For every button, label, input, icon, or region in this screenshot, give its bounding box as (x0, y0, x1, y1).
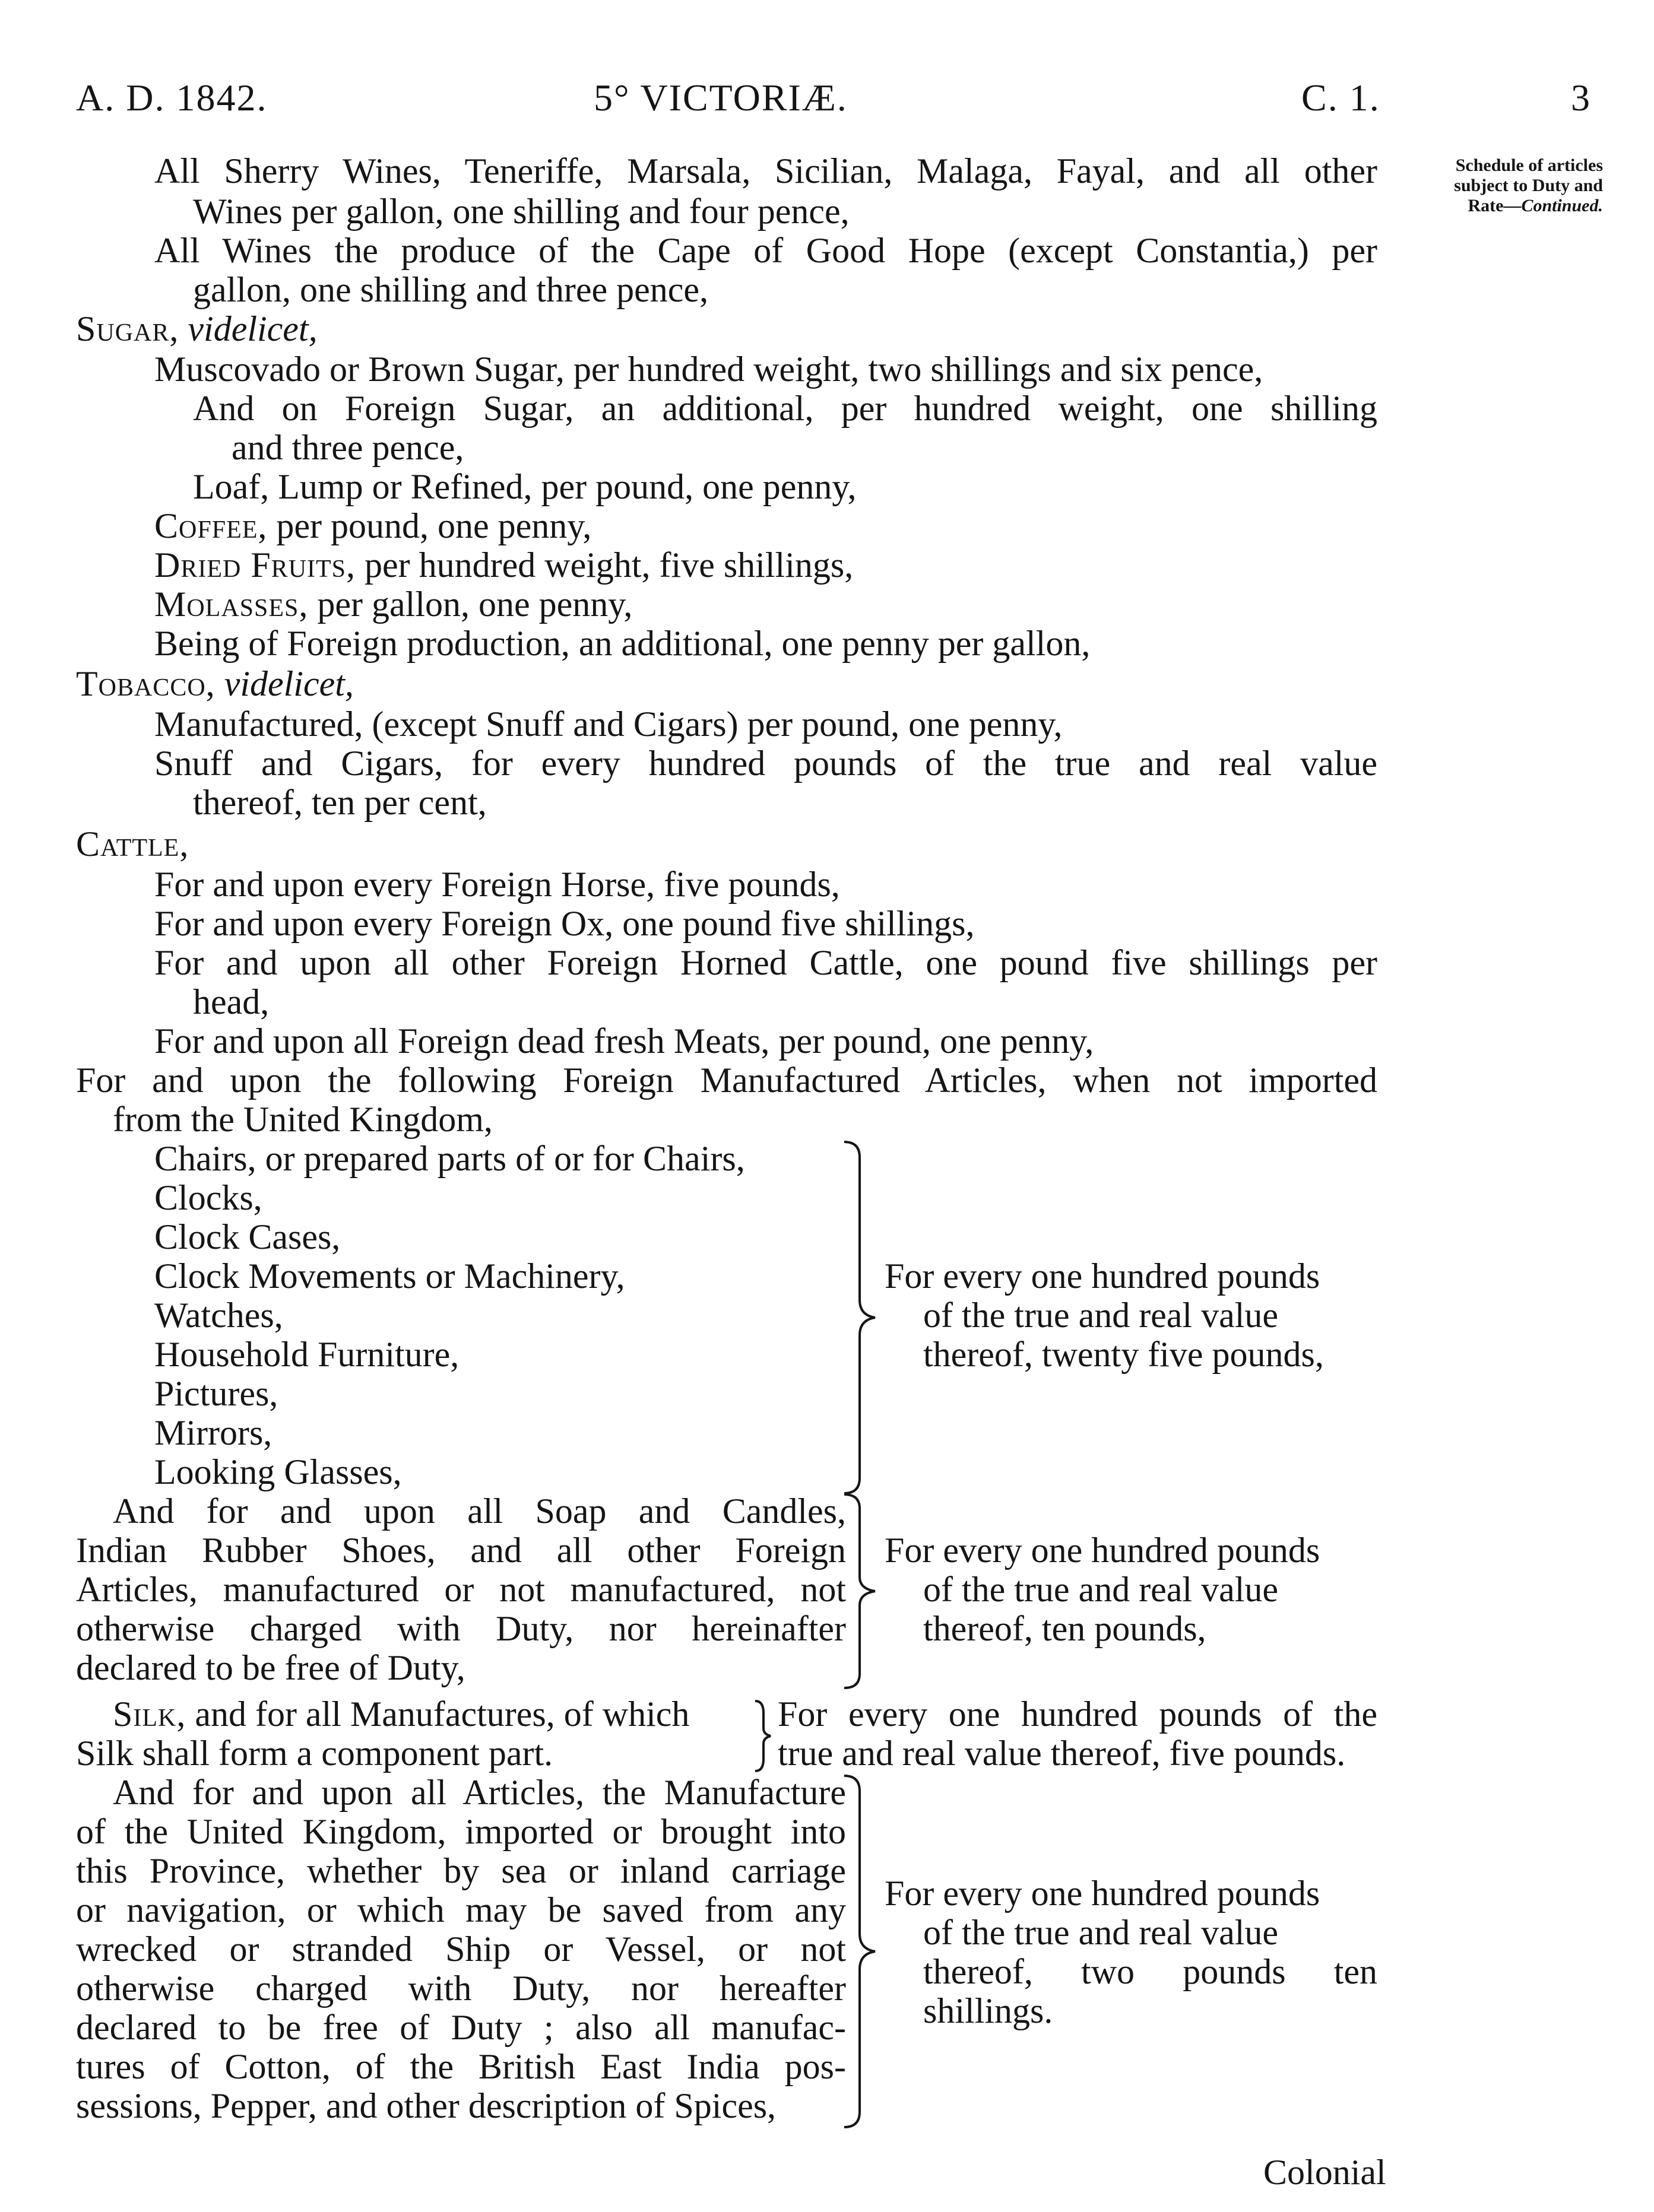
list-item: Clock Cases, (154, 1217, 341, 1256)
text-line: sessions, Pepper, and other description of Spices, (76, 2086, 777, 2125)
text-line: All Wines the produce of the Cape of Good Hope (except Constantia,) per (154, 231, 1377, 270)
text-line: wrecked or stranded Ship or Vessel, or not (76, 1929, 846, 1969)
text-line: Muscovado or Brown Sugar, per hundred weight, two shillings and six pence, (154, 350, 1263, 389)
list-item: Watches, (154, 1296, 283, 1335)
text-line: head, (193, 982, 270, 1021)
list-item: Pictures, (154, 1374, 278, 1413)
text-line: Indian Rubber Shoes, and all other Foreign (76, 1531, 846, 1570)
molasses-line (154, 586, 632, 622)
right-brace (843, 1773, 879, 2130)
text-line: Articles, manufactured or not manufactured, not (76, 1570, 846, 1609)
right-brace (843, 1492, 879, 1690)
margin-note-line: subject to Duty and (1454, 176, 1603, 195)
text-line: Snuff and Cigars, for every hundred pounds of the true and real value (154, 744, 1377, 783)
coffee-line (154, 508, 591, 544)
text-line: otherwise charged with Duty, nor hereinafter (76, 1609, 846, 1648)
rate-text: of the true and real value (923, 1296, 1279, 1335)
list-item: Looking Glasses, (154, 1452, 402, 1491)
margin-note (1401, 155, 1603, 216)
rate-text: For every one hundred pounds (885, 1874, 1320, 1913)
text-line: For and upon every Foreign Ox, one pound five shillings, (154, 904, 975, 943)
right-brace (753, 1699, 773, 1773)
text-line: of the United Kingdom, imported or brought into (76, 1812, 846, 1851)
text-line: And for and upon all Soap and Candles, (113, 1491, 846, 1531)
list-item: Mirrors, (154, 1413, 273, 1452)
text-line: thereof, ten per cent, (193, 783, 487, 822)
text-line: And for and upon all Articles, the Manufacture (113, 1773, 846, 1812)
text-line: For and upon the following Foreign Manufactured Articles, when not imported (76, 1061, 1377, 1100)
section-heading-tobacco (76, 666, 354, 702)
text-line: this Province, whether by sea or inland carriage (76, 1851, 846, 1890)
text-line: otherwise charged with Duty, nor hereafter (76, 1969, 846, 2008)
text-line: declared to be free of Duty, (76, 1648, 465, 1687)
text-line: Silk shall form a component part. (76, 1734, 553, 1773)
right-brace (843, 1140, 879, 1496)
rate-text: of the true and real value (923, 1570, 1279, 1609)
text-line: Wines per gallon, one shilling and four pence, (193, 192, 850, 231)
line-rest: per gallon, one penny, (317, 585, 633, 624)
text-line: For and upon all Foreign dead fresh Meats, per pound, one penny, (154, 1021, 1094, 1061)
rate-text: shillings. (923, 1991, 1053, 2030)
text-line: and three pence, (232, 428, 464, 467)
text-line: or navigation, or which may be saved from any (76, 1890, 846, 1929)
rate-text: thereof, ten pounds, (923, 1609, 1206, 1648)
rate-text: thereof, twenty five pounds, (923, 1335, 1324, 1374)
list-item: Chairs, or prepared parts of or for Chairs, (154, 1139, 745, 1178)
videlicet: videlicet, (224, 664, 354, 703)
silk-line (113, 1696, 689, 1732)
line-rest: per pound, one penny, (276, 506, 592, 545)
list-item: Clocks, (154, 1178, 262, 1217)
text-line: tures of Cotton, of the British East India pos- (76, 2047, 846, 2086)
rate-text: For every one hundred pounds (885, 1256, 1320, 1296)
text-line: declared to be free of Duty ; also all manufac- (76, 2008, 846, 2047)
rate-text: For every one hundred pounds of the (778, 1694, 1377, 1734)
text-line: For and upon every Foreign Horse, five pounds, (154, 865, 840, 904)
margin-note-continued: Continued. (1521, 196, 1603, 215)
rate-text: of the true and real value (923, 1913, 1279, 1952)
section-heading-cattle: Cattle, (76, 824, 189, 864)
running-head-year: A. D. 1842. (76, 77, 268, 119)
heading-text: Molasses, (154, 585, 309, 624)
heading-text: Coffee, (154, 506, 268, 545)
text-line: Being of Foreign production, an additional, one penny per gallon, (154, 624, 1091, 663)
rate-text: true and real value thereof, five pounds. (778, 1734, 1346, 1773)
heading-text: Silk, (113, 1694, 186, 1734)
text-line: All Sherry Wines, Teneriffe, Marsala, Sicilian, Malaga, Fayal, and all other (154, 151, 1377, 191)
text-line: Manufactured, (except Snuff and Cigars) per pound, one penny, (154, 704, 1063, 744)
running-head-chapter: C. 1. (1301, 77, 1380, 119)
text-line: gallon, one shilling and three pence, (193, 270, 709, 309)
catchword: Colonial (1263, 2153, 1386, 2192)
line-rest: and for all Manufactures, of which (195, 1694, 690, 1734)
heading-text: Tobacco, (76, 664, 216, 703)
list-item: Household Furniture, (154, 1335, 460, 1374)
text-line: from the United Kingdom, (113, 1100, 493, 1139)
running-head-title: 5° VICTORIÆ. (594, 77, 848, 119)
text-line: And on Foreign Sugar, an additional, per hundred weight, one shilling (193, 389, 1377, 428)
margin-note-line: Schedule of articles (1455, 155, 1603, 175)
videlicet: videlicet, (188, 309, 318, 348)
line-rest: per hundred weight, five shillings, (365, 545, 854, 585)
text-line: For and upon all other Foreign Horned Cattle, one pound five shillings per (154, 943, 1377, 982)
page-number: 3 (1571, 77, 1591, 119)
section-heading-sugar (76, 311, 318, 347)
heading-text: Dried Fruits, (154, 545, 356, 585)
rate-text: thereof, two pounds ten (923, 1952, 1377, 1991)
dried-fruits-line (154, 547, 853, 583)
heading-text: Sugar, (76, 309, 179, 348)
list-item: Clock Movements or Machinery, (154, 1256, 625, 1296)
text-line: Loaf, Lump or Refined, per pound, one penny, (193, 467, 857, 506)
rate-text: For every one hundred pounds (885, 1531, 1320, 1570)
margin-note-line (1401, 196, 1603, 216)
margin-note-prefix: Rate— (1468, 196, 1522, 215)
